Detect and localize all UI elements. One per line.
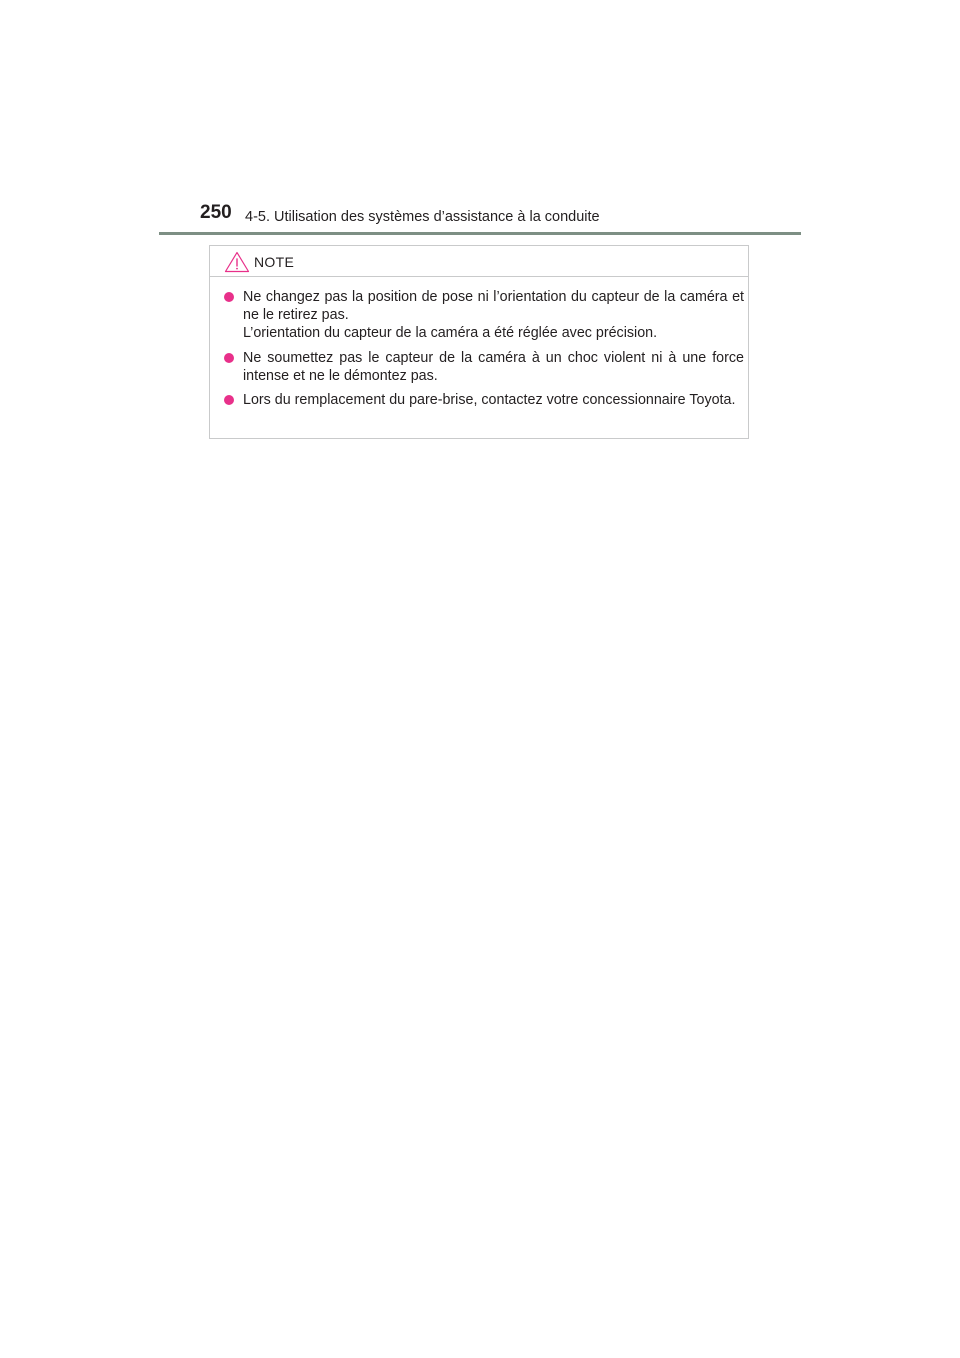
- note-header: [210, 246, 748, 277]
- page-number: 250: [200, 202, 232, 223]
- header-divider: [159, 232, 801, 235]
- bullet-icon: [224, 292, 234, 302]
- note-item-text: Ne soumettez pas le capteur de la caméra à un choc violent ni à une force intense et ne le démontez pas.: [243, 349, 744, 384]
- list-item: [224, 288, 744, 343]
- section-title: 4-5. Utilisation des systèmes d’assistance à la conduite: [245, 209, 600, 225]
- note-item-text: Ne changez pas la position de pose ni l’orientation du capteur de la caméra et ne le retirez pas.: [243, 289, 744, 324]
- list-item: [224, 349, 744, 385]
- list-item: [224, 391, 744, 409]
- note-list: [224, 288, 744, 415]
- note-label: NOTE: [254, 254, 295, 270]
- note-box: [209, 245, 749, 439]
- note-item-text: Lors du remplacement du pare-brise, contactez votre concessionnaire Toyota.: [243, 392, 736, 409]
- warning-triangle-icon: [224, 251, 250, 273]
- note-item-extra: L’orientation du capteur de la caméra a été réglée avec précision.: [243, 325, 658, 342]
- bullet-icon: [224, 353, 234, 363]
- bullet-icon: [224, 395, 234, 405]
